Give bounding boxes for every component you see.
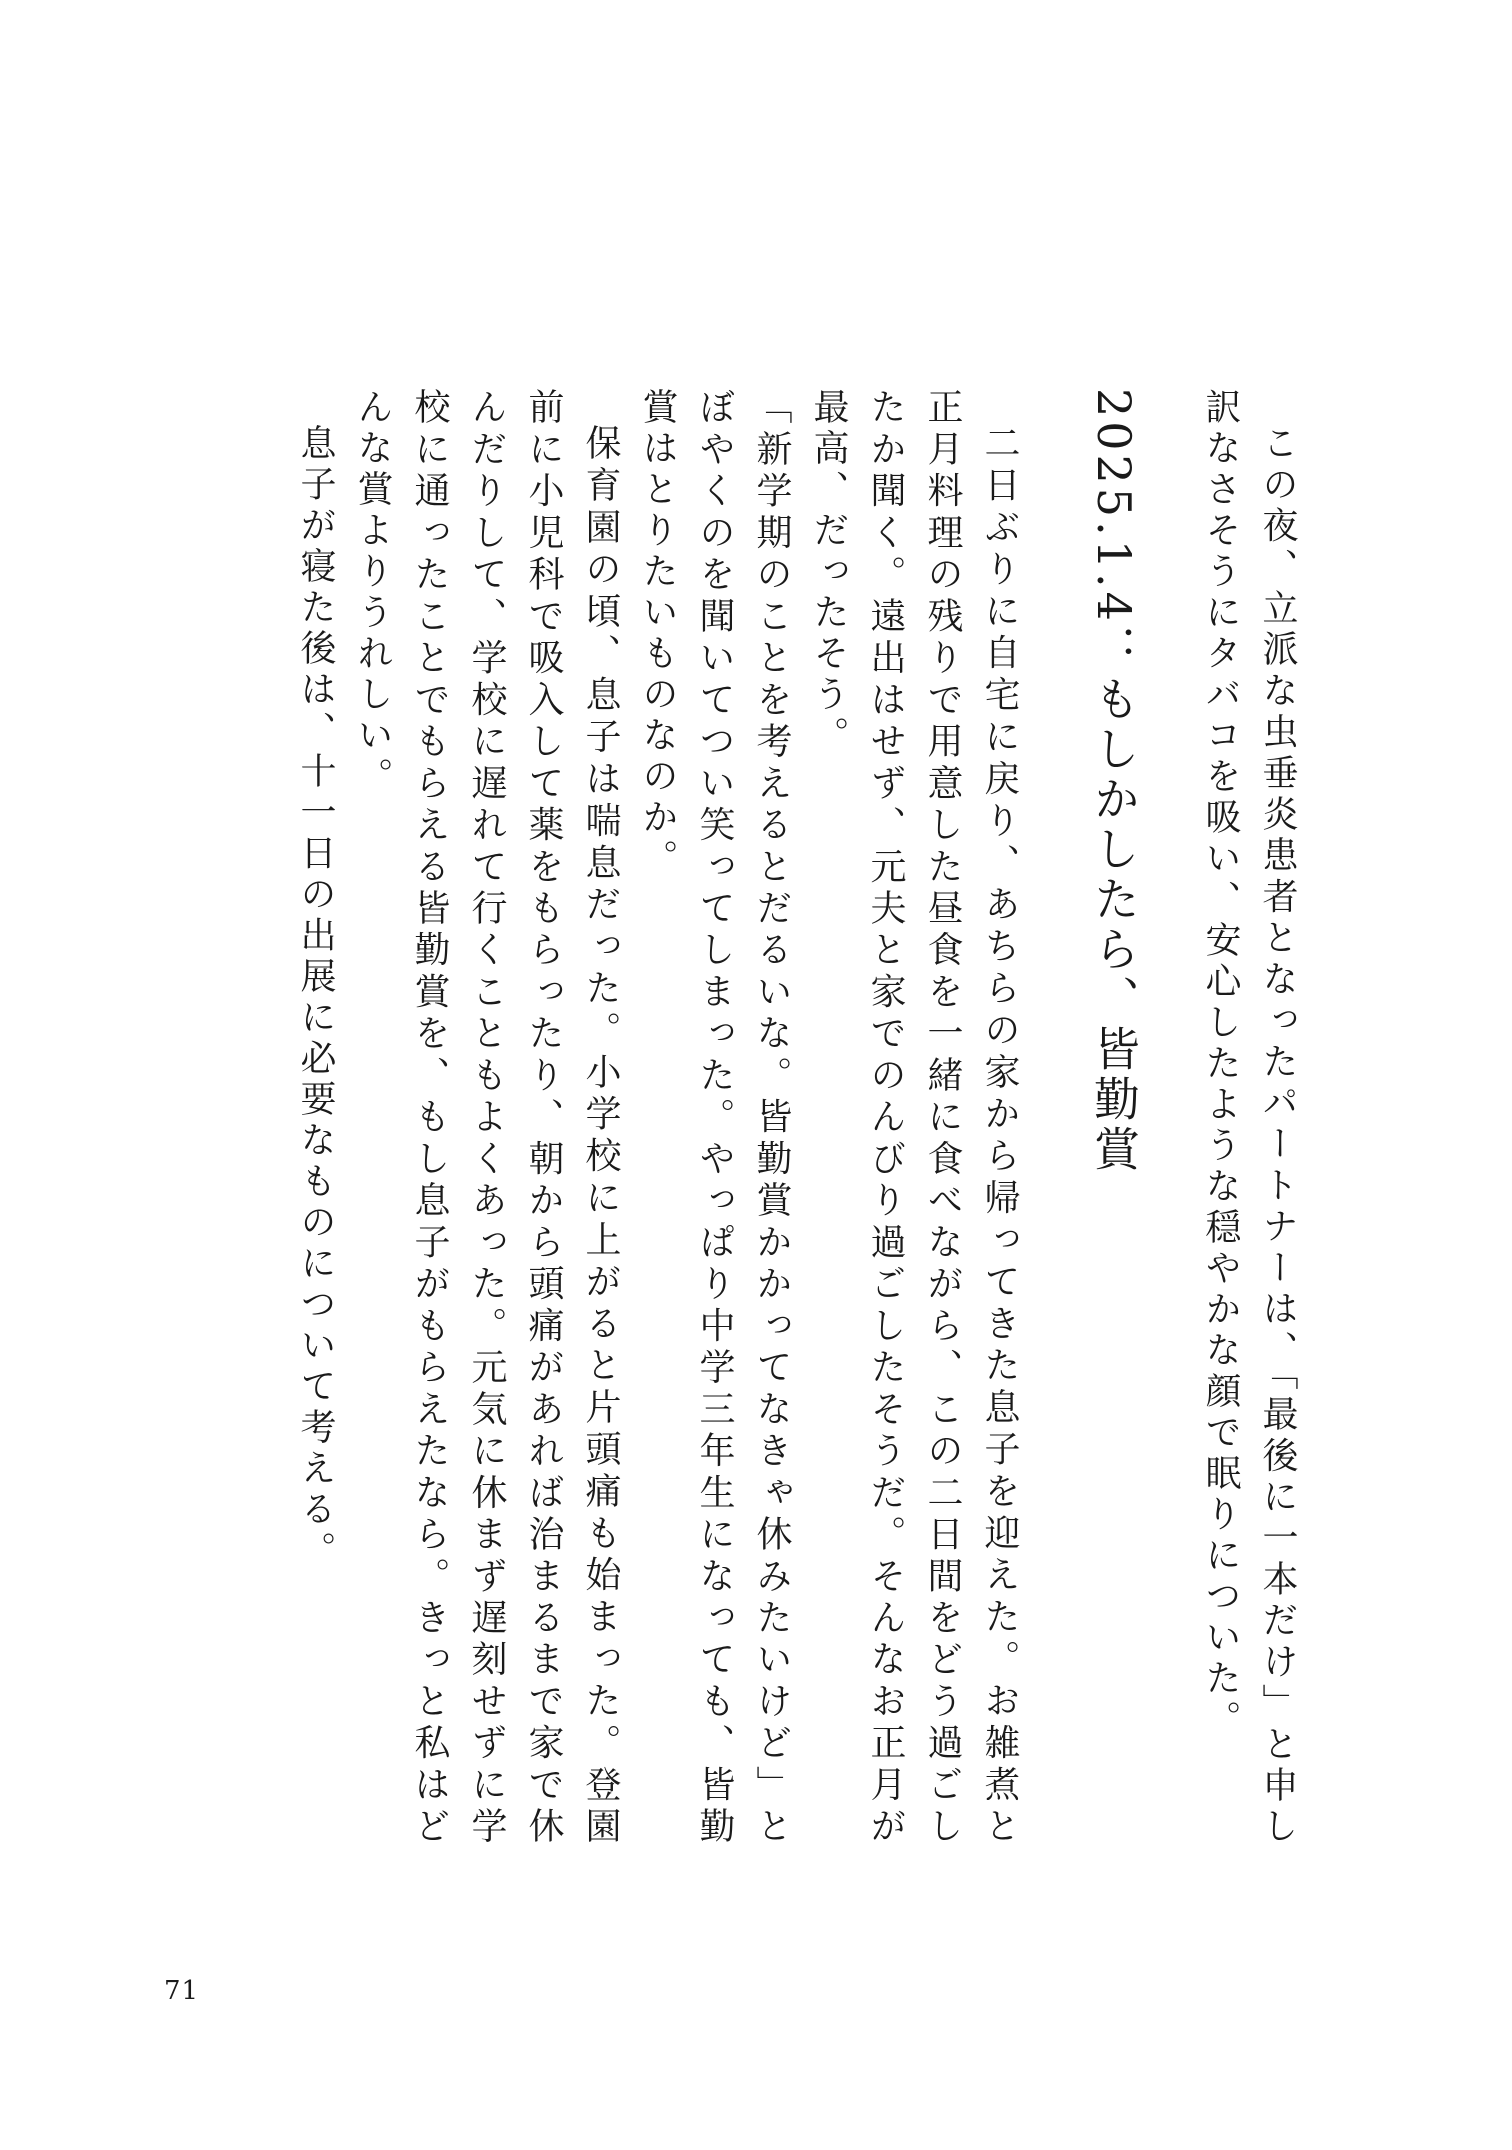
paragraph-1: 二日ぶりに自宅に戻り、あちらの家から帰ってきた息子を迎えた。お雑煮と正月料理の残りで用意した昼食を一緒に食べながら、この二日間をどう過ごしたか聞く。遠出はせず、元夫と家でのんびり過ごしたそうだ。そんなお正月が最高、だったそう。 bbox=[808, 388, 1020, 1848]
page-number: 71 bbox=[164, 1976, 200, 2006]
section-break bbox=[1144, 388, 1192, 389]
paragraph-2: 「新学期のことを考えるとだるいな。皆勤賞かかってなきゃ休みたいけど」とぼやくのを聞いてつい笑ってしまった。やっぱり中学三年生になっても、皆勤賞はとりたいものなのか。 bbox=[637, 388, 792, 1848]
paragraph-previous-section: この夜、立派な虫垂炎患者となったパートナーは、「最後に一本だけ」と申し訳なさそうにタバコを吸い、安心したような穏やかな顔で眠りについた。 bbox=[1200, 388, 1298, 1848]
paragraph-4: 息子が寝た後は、十一日の出展に必要なものについて考える。 bbox=[295, 424, 336, 1572]
vertical-text-body bbox=[287, 388, 1306, 1848]
section-heading: 2025.1.4：もしかしたら、皆勤賞 bbox=[1087, 388, 1141, 1175]
paragraph-3: 保育園の頃、息子は喘息だった。小学校に上がると片頭痛も始まった。登園前に小児科で吸入して薬をもらったり、朝から頭痛があれば治まるまで家で休んだりして、学校に遅れて行くこともよくあった。元気に休まず遅刻せずに学校に通ったことでもらえる皆勤賞を、もし息子がもらえたなら。きっと私はどんな賞よりうれしい。 bbox=[352, 388, 621, 1849]
